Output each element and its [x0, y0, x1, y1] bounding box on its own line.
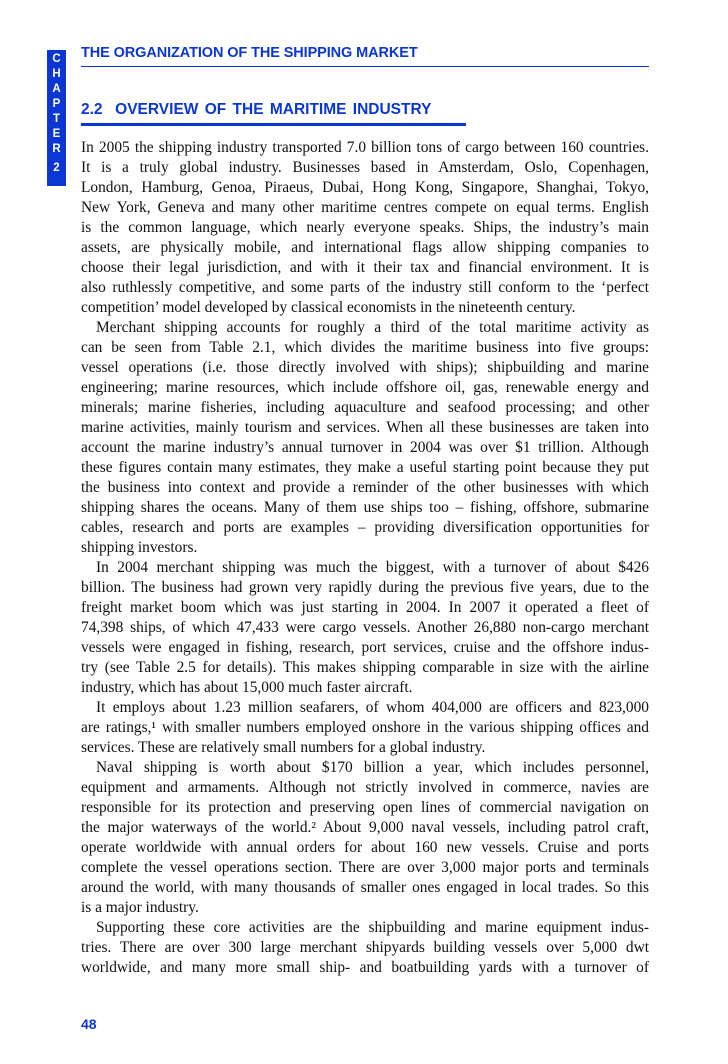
- text-line: London, Hamburg, Genoa, Piraeus, Dubai, Hong Kong, Singapore, Shanghai, Tokyo,: [81, 179, 649, 196]
- text-line: are ratings,¹ with smaller numbers employed onshore in the various shipping offices and: [81, 719, 649, 736]
- text-line: 74,398 ships, of which 47,433 were cargo vessels. Another 26,880 non-cargo merchant: [81, 619, 649, 636]
- running-head: THE ORGANIZATION OF THE SHIPPING MARKET: [81, 45, 418, 61]
- text-line: services. These are relatively small numbers for a global industry.: [81, 739, 486, 756]
- text-line: In 2005 the shipping industry transported 7.0 billion tons of cargo between 160 countries.: [81, 139, 649, 156]
- chapter-tab: [47, 50, 66, 186]
- text-line: is a major industry.: [81, 899, 199, 916]
- text-line: the major waterways of the world.² About 9,000 naval vessels, including patrol craft,: [81, 819, 649, 836]
- text-line: worldwide, and many more small ship- and boatbuilding yards with a turnover of: [81, 959, 649, 976]
- header-rule: [81, 66, 649, 67]
- text-line: vessels were engaged in fishing, research, port services, cruise and the offshore indus-: [81, 639, 649, 656]
- text-line: these figures contain many estimates, they make a useful starting point because they put: [81, 459, 649, 476]
- chapter-tab-letter: A: [52, 83, 61, 95]
- paragraph: [81, 558, 649, 698]
- text-line: It is a truly global industry. Businesses based in Amsterdam, Oslo, Copenhagen,: [81, 159, 649, 176]
- section-heading: 2.2 OVERVIEW OF THE MARITIME INDUSTRY: [81, 101, 432, 118]
- chapter-tab-letter: T: [52, 113, 61, 125]
- text-line: New York, Geneva and many other maritime centres compete on equal terms. English: [81, 199, 649, 216]
- text-line: competition’ model developed by classical economists in the nineteenth century.: [81, 299, 576, 316]
- text-line: assets, are physically mobile, and international flags allow shipping companies to: [81, 239, 649, 256]
- text-line: the business into context and provide a reminder of the other businesses with which: [81, 479, 649, 496]
- text-line: around the world, with many thousands of smaller ones engaged in local trades. So this: [81, 879, 649, 896]
- text-line: Supporting these core activities are the shipbuilding and marine equipment indus-: [96, 919, 649, 936]
- paragraph: [81, 138, 649, 318]
- chapter-tab-letter: R: [52, 143, 61, 155]
- text-line: freight market boom which was just starting in 2004. In 2007 it operated a fleet of: [81, 599, 649, 616]
- text-line: minerals; marine fisheries, including aquaculture and seafood processing; and other: [81, 399, 649, 416]
- text-line: responsible for its protection and preserving open lines of commercial navigation on: [81, 799, 649, 816]
- chapter-tab-letter: P: [52, 98, 61, 110]
- text-line: tries. There are over 300 large merchant shipyards building vessels over 5,000 dwt: [81, 939, 649, 956]
- text-line: vessel operations (i.e. those directly involved with ships); shipbuilding and marine: [81, 359, 649, 376]
- text-line: shipping shares the oceans. Many of them use ships too – fishing, offshore, submarine: [81, 499, 649, 516]
- page-number: 48: [81, 1016, 97, 1032]
- text-line: try (see Table 2.5 for details). This makes shipping comparable in size with the airline: [81, 659, 649, 676]
- paragraph: [81, 698, 649, 758]
- body-text: [81, 138, 649, 978]
- text-line: engineering; marine resources, which include offshore oil, gas, renewable energy and: [81, 379, 649, 396]
- text-line: is the common language, which nearly everyone speaks. Ships, the industry’s main: [81, 219, 649, 236]
- text-line: account the marine industry’s annual turnover in 2004 was over $1 trillion. Although: [81, 439, 649, 456]
- text-line: also ruthlessly competitive, and some parts of the industry still conform to the ‘perfect: [81, 279, 649, 296]
- text-line: industry, which has about 15,000 much faster aircraft.: [81, 679, 413, 696]
- text-line: Naval shipping is worth about $170 billion a year, which includes personnel,: [96, 759, 649, 776]
- paragraph: [81, 918, 649, 978]
- text-line: shipping investors.: [81, 539, 198, 556]
- paragraph: [81, 758, 649, 918]
- text-line: marine activities, mainly tourism and services. When all these businesses are taken into: [81, 419, 649, 436]
- chapter-tab-letter: E: [52, 128, 61, 140]
- chapter-tab-letter: 2: [53, 162, 60, 174]
- text-line: operate worldwide with annual orders for about 160 new vessels. Cruise and ports: [81, 839, 649, 856]
- text-line: can be seen from Table 2.1, which divides the maritime business into five groups:: [81, 339, 649, 356]
- chapter-tab-letter: C: [52, 53, 61, 65]
- text-line: In 2004 merchant shipping was much the biggest, with a turnover of about $426: [96, 559, 649, 576]
- text-line: billion. The business had grown very rapidly during the previous five years, due to the: [81, 579, 649, 596]
- text-line: choose their legal jurisdiction, and with it their tax and financial environment. It is: [81, 259, 649, 276]
- text-line: Merchant shipping accounts for roughly a third of the total maritime activity as: [96, 319, 649, 336]
- chapter-tab-letter: H: [52, 68, 61, 80]
- text-line: equipment and armaments. Although not strictly involved in commerce, navies are: [81, 779, 649, 796]
- text-line: complete the vessel operations section. There are over 3,000 major ports and terminals: [81, 859, 649, 876]
- text-line: It employs about 1.23 million seafarers, of whom 404,000 are officers and 823,000: [96, 699, 649, 716]
- paragraph: [81, 318, 649, 558]
- section-heading-underline: [81, 123, 466, 126]
- text-line: cables, research and ports are examples – providing diversification opportunities for: [81, 519, 649, 536]
